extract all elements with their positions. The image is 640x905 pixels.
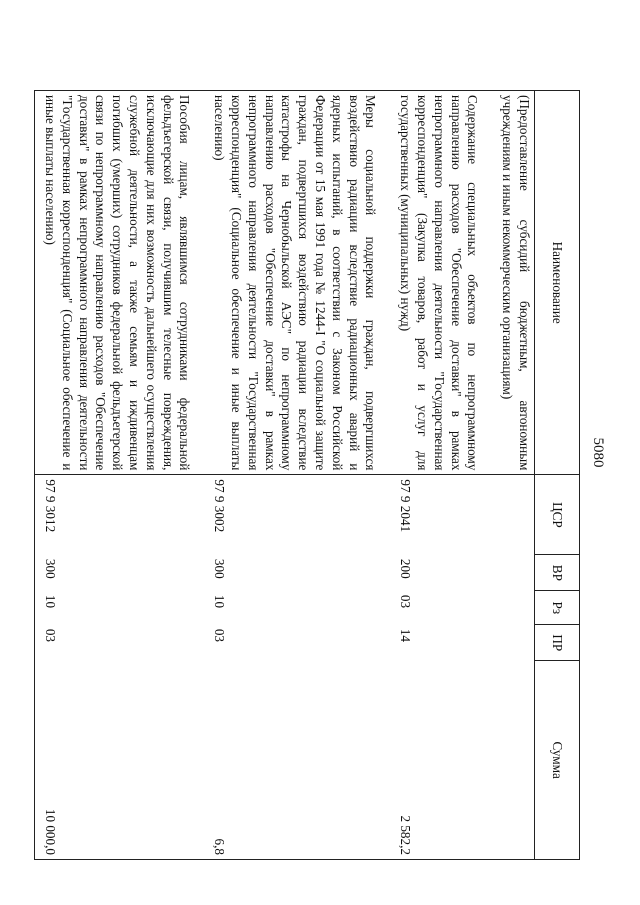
row-sum: 2 582,2 (390, 661, 492, 860)
row-csr: 97 9 2041 (398, 479, 414, 533)
table-row (204, 91, 390, 860)
row-pr: 14 (398, 628, 414, 642)
table-row (492, 91, 534, 860)
row-csr (492, 475, 534, 555)
row-sum: 6,8 (204, 661, 390, 860)
page-number: 5080 (590, 437, 606, 468)
row-sum: 10 000,0 (35, 661, 205, 860)
row-rz: 10 (212, 594, 228, 609)
row-vr: 300 (35, 555, 205, 591)
row-vr: 200 (398, 558, 414, 579)
header-csr: ЦСР (535, 475, 580, 555)
row-name: Пособия лицам, являвшимся сотрудниками федеральной фельдъегерской связи, получившим телесные повреждения, исключающие для них возможность дальнейшего осуществления служебной деятельности, а также семьям и иждивенцам погибших (умерших) сотрудников федеральной фельдъегерской связи по непрограммному направлению расходов "Обеспечение доставки" в рамках непрограммного направления деятельности "Государственная корреспонденция" (Социальное обеспечение и иные выплаты населению) (35, 91, 205, 475)
row-rz: 10 (35, 591, 205, 625)
row-name: (Предоставление субсидий бюджетным, автономным учреждениям и иным некоммерческим организациям) (492, 91, 534, 475)
header-pr: ПР (535, 625, 580, 661)
row-sum (492, 661, 534, 860)
row-pr (492, 625, 534, 661)
table-header-row (535, 91, 580, 860)
table-row (35, 91, 205, 860)
table-row (390, 91, 492, 860)
budget-table (34, 90, 580, 860)
row-csr: 97 9 3002 (212, 479, 228, 533)
row-pr: 03 (35, 625, 205, 661)
row-vr (492, 555, 534, 591)
header-name: Наименование (535, 91, 580, 475)
row-csr: 97 9 3012 (35, 475, 205, 555)
row-name: Меры социальной поддержки граждан, подвергшихся воздействию радиации вследствие радиационных аварий и ядерных испытаний, в соответствии с Законом Российской Федерации от 15 мая 1991 года № 1244-I "О социальной защите граждан, подвергшихся воздействию радиации вследствие катастрофы на Чернобыльской АЭС" по непрограммному направлению расходов "Обеспечение доставки" в рамках непрограммного направления деятельности "Государственная корреспонденция" (Социальное обеспечение и иные выплаты населению) (204, 91, 390, 475)
row-rz: 03 (398, 594, 414, 609)
header-rz: Рз (535, 591, 580, 625)
header-vr: ВР (535, 555, 580, 591)
row-rz (492, 591, 534, 625)
row-vr: 300 (212, 558, 228, 579)
row-name: Содержание специальных объектов по непрограммному направлению расходов "Обеспечение доставки" в рамках непрограммного направления деятельности "Государственная корреспонденция" (Закупка товаров, работ и услуг для государственных (муниципальных) нужд) (390, 91, 492, 475)
row-pr: 03 (212, 628, 228, 642)
header-sum: Сумма (535, 661, 580, 860)
